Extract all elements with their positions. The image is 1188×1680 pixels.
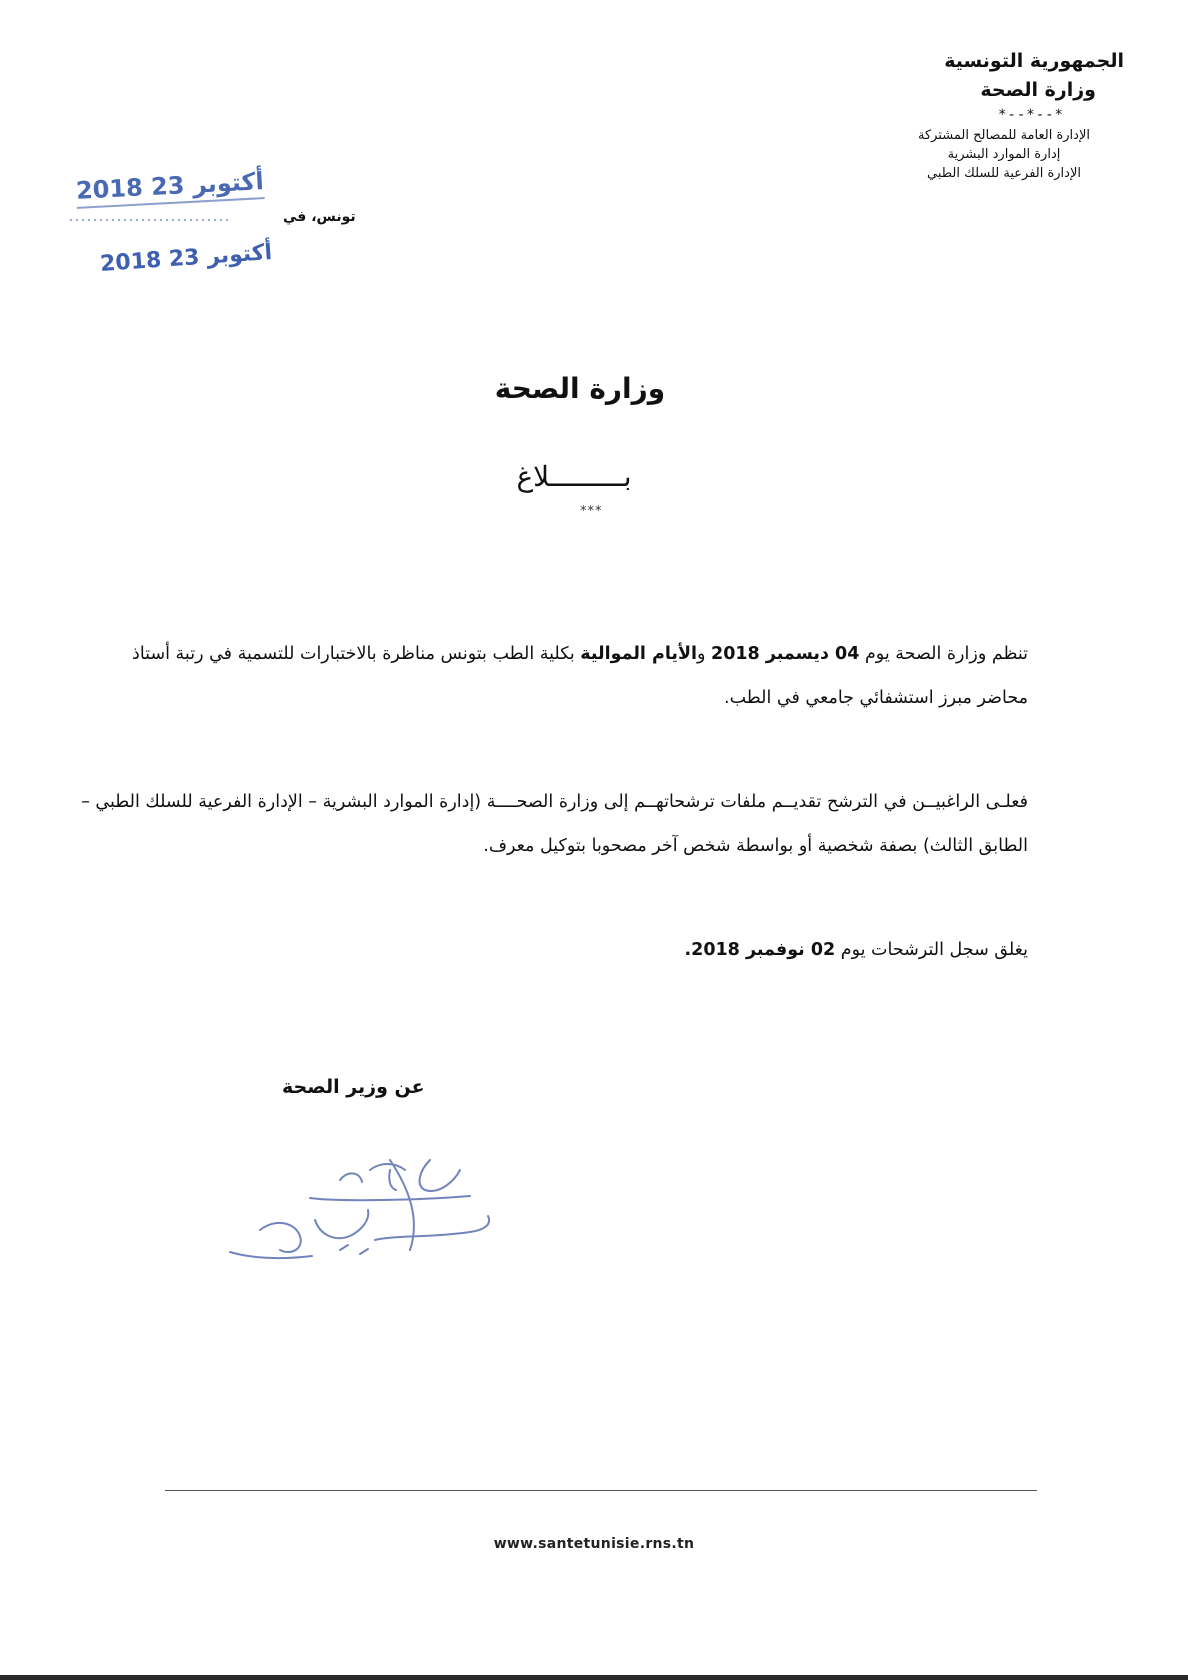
date-stamp-bottom: 2018 أكتوبر 23 (99, 240, 273, 277)
subject-stars: *** (580, 504, 603, 519)
header-country: الجمهورية التونسية (944, 50, 1124, 72)
document-subject: بـــــــــلاغ (516, 460, 632, 493)
handwritten-signature (220, 1140, 510, 1270)
ministry-header (804, 46, 1124, 183)
stamp-dotted-line (66, 212, 236, 228)
p1-text-e: بكلية الطب بتونس مناظرة بالاختبارات للتسمية في رتبة أستاذ محاضر مبرز استشفائي جامعي في الطب. (132, 644, 1028, 708)
signature-on-behalf: عن وزير الصحة (282, 1076, 425, 1098)
paragraph-competition (108, 632, 1028, 720)
p3-deadline-date: 02 نوفمبر 2018. (684, 940, 836, 960)
paragraph-submission: فعلـى الراغبيــن في الترشح تقديــم ملفات ترشحاتهــم إلى وزارة الصحــــة (إدارة الموارد البشرية – الإدارة الفرعية للسلك الطبي – الطابق الثالث) بصفة شخصية أو بواسطة شخص آخر مصحوبا بتوكيل معرف. (81, 792, 1028, 856)
header-ministry: وزارة الصحة (980, 79, 1096, 101)
place-date-label: تونس، في (283, 209, 356, 225)
header-department-hr: إدارة الموارد البشرية (947, 147, 1061, 162)
footer-website: www.santetunisie.rns.tn (493, 1536, 695, 1552)
header-stars: *--*--* (997, 107, 1064, 123)
footer-divider (165, 1490, 1037, 1491)
p1-text-a: تنظم وزارة الصحة يوم (859, 644, 1028, 664)
p1-text-c: و (697, 644, 712, 664)
paragraph-deadline (108, 928, 1028, 972)
date-stamp-top: 2018 أكتوبر 23 (75, 167, 264, 209)
p3-text-a: يغلق سجل الترشحات يوم (835, 940, 1028, 960)
p1-date: 04 ديسمبر 2018 (711, 644, 860, 664)
scan-bottom-edge (0, 1675, 1188, 1680)
header-department-medical: الإدارة الفرعية للسلك الطبي (926, 166, 1081, 181)
document-title: وزارة الصحة (494, 372, 666, 405)
header-department-general: الإدارة العامة للمصالح المشتركة (918, 128, 1090, 143)
p1-following-days: الأيام الموالية (580, 644, 697, 664)
